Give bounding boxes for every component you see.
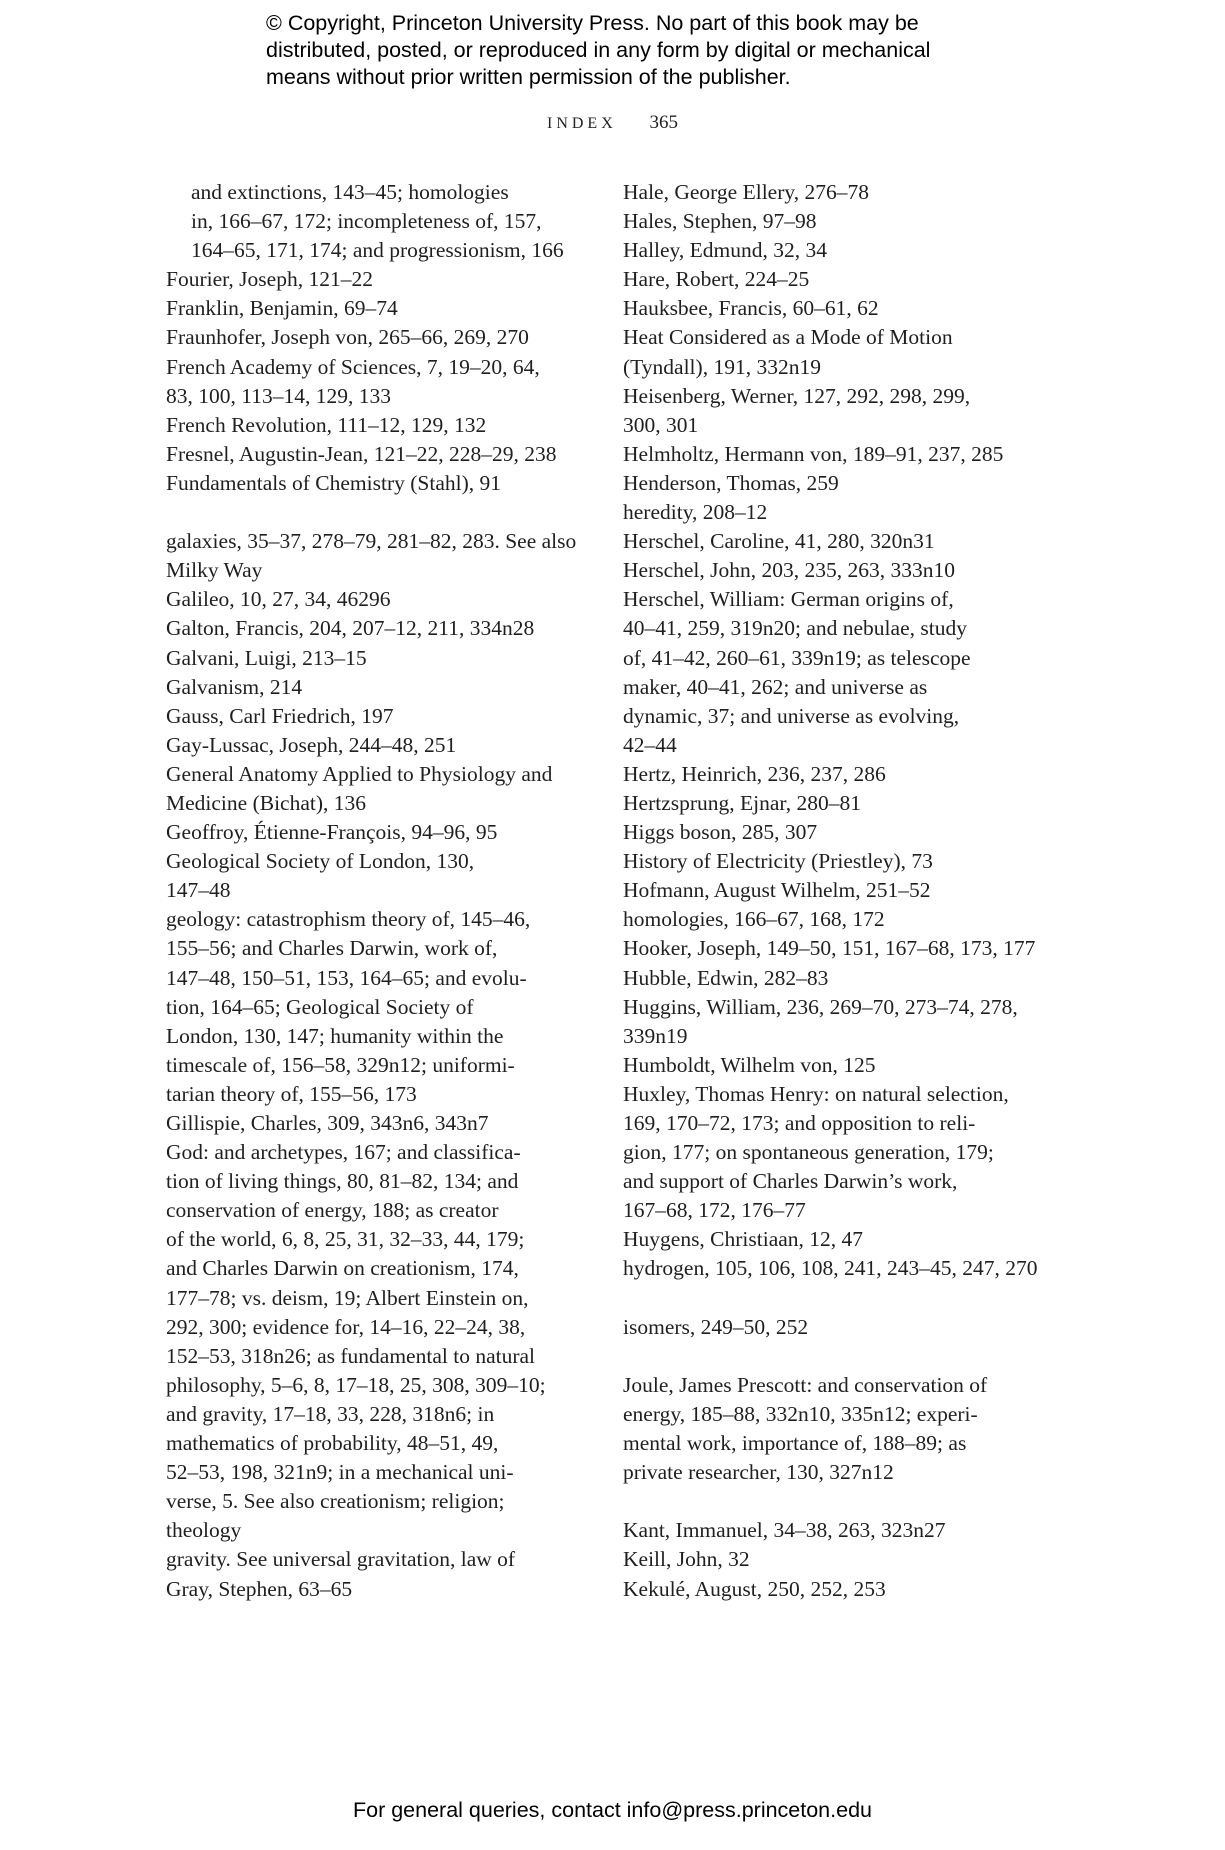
index-entry-line: 169, 170–72, 173; and opposition to reli- [623, 1111, 976, 1135]
index-entry-line: Gay-Lussac, Joseph, 244–48, 251 [166, 732, 457, 757]
index-entry-line: Huygens, Christiaan, 12, 47 [623, 1227, 864, 1252]
index-entry [623, 382, 1043, 440]
index-entry-line: philosophy, 5–6, 8, 17–18, 25, 308, 309–10; [166, 1372, 546, 1397]
index-entry [623, 847, 1043, 876]
index-entry-line: tion of living things, 80, 81–82, 134; and [166, 1169, 519, 1194]
index-entry-line: 52–53, 198, 321n9; in a mechanical uni- [166, 1460, 514, 1485]
index-entry-line: 339n19 [623, 1023, 688, 1048]
index-entry [623, 440, 1043, 469]
index-entry [623, 1225, 1043, 1254]
index-entry [623, 498, 1043, 527]
copyright-line: © Copyright, Princeton University Press. No part of this book may be [266, 11, 919, 35]
letter-group-gap [623, 1342, 1043, 1371]
index-entry-line: Kekulé, August, 250, 252, 253 [623, 1576, 886, 1601]
index-entry-line: mental work, importance of, 188–89; as [623, 1431, 967, 1456]
index-entry [623, 876, 1043, 905]
index-entry [166, 702, 586, 731]
index-entry-line: Herschel, William: German origins of, [623, 587, 954, 612]
index-entry-line: 164–65, 171, 174; and progressionism, 166 [191, 238, 564, 263]
index-entry-line: and Charles Darwin on creationism, 174, [166, 1256, 519, 1281]
index-entry-line: Hertz, Heinrich, 236, 237, 286 [623, 761, 886, 786]
index-entry-line: private researcher, 130, 327n12 [623, 1460, 894, 1485]
index-entry-line: Henderson, Thomas, 259 [623, 470, 839, 495]
index-entry-line: Huggins, William, 236, 269–70, 273–74, 278, [623, 994, 1018, 1019]
page-number: 365 [649, 112, 678, 133]
index-entry [623, 294, 1043, 323]
index-entry-line: theology [166, 1518, 242, 1543]
letter-group-gap [623, 1284, 1043, 1313]
index-entry-line: Joule, James Prescott: and conservation of [623, 1372, 988, 1397]
index-entry [623, 1371, 1043, 1487]
index-entry-line: Fresnel, Augustin-Jean, 121–22, 228–29, 238 [166, 441, 557, 466]
index-entry-line: 300, 301 [623, 412, 699, 437]
index-entry [623, 964, 1043, 993]
index-entry-line: Hales, Stephen, 97–98 [623, 209, 817, 234]
index-entry-line: Fraunhofer, Joseph von, 265–66, 269, 270 [166, 325, 529, 350]
index-column-left [166, 178, 586, 1604]
index-entry-line: (Tyndall), 191, 332n19 [623, 354, 821, 379]
index-entry [166, 294, 586, 323]
index-entry-line: 152–53, 318n26; as fundamental to natural [166, 1343, 536, 1368]
index-entry-line: Gillispie, Charles, 309, 343n6, 343n7 [166, 1111, 489, 1135]
index-entry-line: Hare, Robert, 224–25 [623, 267, 810, 292]
index-entry-line: Hertzsprung, Ejnar, 280–81 [623, 790, 861, 815]
index-column-right [623, 178, 1043, 1604]
copyright-line: distributed, posted, or reproduced in any form by digital or mechanical [266, 38, 931, 62]
index-entry [623, 789, 1043, 818]
index-entry [166, 760, 586, 818]
footer-contact: For general queries, contact info@press.princeton.edu [352, 1798, 872, 1822]
index-entry [166, 411, 586, 440]
index-entry-line: Galileo, 10, 27, 34, 46296 [166, 587, 391, 612]
index-entry-line: energy, 185–88, 332n10, 335n12; experi- [623, 1401, 978, 1426]
index-entry [623, 469, 1043, 498]
index-entry-line: of the world, 6, 8, 25, 31, 32–33, 44, 179; [166, 1227, 525, 1252]
index-entry-line: Geoffroy, Étienne-François, 94–96, 95 [166, 820, 498, 845]
index-entry-line: Fundamentals of Chemistry (Stahl), 91 [166, 470, 502, 495]
index-entry-line: tion, 164–65; Geological Society of [166, 994, 474, 1019]
index-entry-line: Humboldt, Wilhelm von, 125 [623, 1052, 876, 1077]
index-entry-line: heredity, 208–12 [623, 500, 768, 525]
index-entry-line: Franklin, Benjamin, 69–74 [166, 296, 398, 321]
index-entry-line: maker, 40–41, 262; and universe as [623, 674, 928, 699]
index-entry [166, 323, 586, 352]
index-entry [623, 236, 1043, 265]
index-entry [166, 585, 586, 614]
index-entry-line: History of Electricity (Priestley), 73 [623, 849, 933, 874]
index-entry [623, 905, 1043, 934]
index-entry [166, 1138, 586, 1545]
index-entry [623, 178, 1043, 207]
index-entry-line: dynamic, 37; and universe as evolving, [623, 703, 960, 728]
letter-group-gap [623, 1487, 1043, 1516]
index-entry-line: mathematics of probability, 48–51, 49, [166, 1431, 499, 1456]
index-entry-line: Galvanism, 214 [166, 674, 303, 699]
index-entry-line: Herschel, Caroline, 41, 280, 320n31 [623, 529, 935, 554]
index-entry [623, 818, 1043, 847]
index-entry [623, 1575, 1043, 1604]
index-entry [166, 469, 586, 498]
index-entry [623, 1051, 1043, 1080]
index-entry-line: Gray, Stephen, 63–65 [166, 1576, 353, 1601]
index-entry [166, 731, 586, 760]
index-entry-line: of, 41–42, 260–61, 339n19; as telescope [623, 645, 971, 670]
index-entry [623, 585, 1043, 760]
index-entry-line: Keill, John, 32 [623, 1547, 750, 1572]
index-entry [166, 818, 586, 847]
index-entry [623, 323, 1043, 381]
index-entry-line: Huxley, Thomas Henry: on natural selection, [623, 1081, 1009, 1106]
index-entry-line: Gauss, Carl Friedrich, 197 [166, 703, 394, 728]
index-entry [623, 934, 1043, 963]
index-entry-line: 83, 100, 113–14, 129, 133 [166, 383, 391, 408]
index-entry [623, 527, 1043, 556]
index-entry [166, 614, 586, 643]
index-entry-line: Higgs boson, 285, 307 [623, 820, 818, 845]
index-entry-line: gion, 177; on spontaneous generation, 179; [623, 1140, 994, 1165]
index-entry [166, 265, 586, 294]
index-entry-line: Fourier, Joseph, 121–22 [166, 267, 373, 292]
index-entry [623, 556, 1043, 585]
index-entry-line: Hauksbee, Francis, 60–61, 62 [623, 296, 879, 321]
letter-group-gap [166, 498, 586, 527]
index-entry [166, 527, 586, 585]
index-entry-line: verse, 5. See also creationism; religion; [166, 1489, 505, 1514]
index-entry-line: and support of Charles Darwin’s work, [623, 1169, 958, 1194]
index-entry-line: Herschel, John, 203, 235, 263, 333n10 [623, 558, 956, 583]
index-entry [166, 1575, 586, 1604]
copyright-line: means without prior written permission of the publisher. [266, 65, 791, 89]
index-entry-line: God: and archetypes, 167; and classifica- [166, 1140, 521, 1165]
index-entry [623, 1516, 1043, 1545]
index-entry-line: Hubble, Edwin, 282–83 [623, 965, 829, 990]
index-entry [623, 1080, 1043, 1225]
index-entry-line: Hale, George Ellery, 276–78 [623, 180, 869, 204]
index-entry-line: 147–48, 150–51, 153, 164–65; and evolu- [166, 965, 527, 990]
index-entry-line: Milky Way [166, 558, 263, 583]
index-entry-line: tarian theory of, 155–56, 173 [166, 1081, 417, 1106]
index-entry-line: London, 130, 147; humanity within the [166, 1023, 504, 1048]
index-entry-line: 147–48 [166, 878, 231, 903]
index-entry-line: Helmholtz, Hermann von, 189–91, 237, 285 [623, 441, 1004, 466]
index-entry-line: Galvani, Luigi, 213–15 [166, 645, 367, 670]
index-entry-line: hydrogen, 105, 106, 108, 241, 243–45, 247, 270 [623, 1256, 1038, 1281]
index-entry-line: Halley, Edmund, 32, 34 [623, 238, 828, 263]
index-entry [623, 265, 1043, 294]
index-entry [166, 905, 586, 1109]
index-entry-line: Heat Considered as a Mode of Motion [623, 325, 953, 350]
index-entry-line: and extinctions, 143–45; homologies [191, 180, 509, 204]
index-entry-line: 292, 300; evidence for, 14–16, 22–24, 38, [166, 1314, 526, 1339]
index-entry [166, 644, 586, 673]
index-entry-line: conservation of energy, 188; as creator [166, 1198, 499, 1223]
index-entry-line: in, 166–67, 172; incompleteness of, 157, [191, 209, 542, 234]
index-entry-line: gravity. See universal gravitation, law of [166, 1547, 516, 1572]
index-entry-line: General Anatomy Applied to Physiology and [166, 761, 553, 786]
index-entry-line: French Revolution, 111–12, 129, 132 [166, 412, 487, 437]
index-entry-line: 42–44 [623, 732, 677, 757]
index-entry-line: geology: catastrophism theory of, 145–46, [166, 907, 531, 932]
index-entry-continued [166, 178, 586, 265]
index-entry [623, 1254, 1043, 1283]
index-entry-line: 177–78; vs. deism, 19; Albert Einstein on, [166, 1285, 529, 1310]
running-head-label: INDEX [546, 115, 617, 132]
index-entry [166, 1545, 586, 1574]
index-entry [623, 760, 1043, 789]
index-entry-line: isomers, 249–50, 252 [623, 1314, 809, 1339]
index-entry-line: French Academy of Sciences, 7, 19–20, 64, [166, 354, 540, 379]
index-entry-line: homologies, 166–67, 168, 172 [623, 907, 885, 932]
index-entry-line: 40–41, 259, 319n20; and nebulae, study [623, 616, 967, 641]
index-entry-line: Heisenberg, Werner, 127, 292, 298, 299, [623, 383, 971, 408]
index-entry [166, 353, 586, 411]
copyright-notice [266, 10, 1026, 91]
index-entry-line: 167–68, 172, 176–77 [623, 1198, 806, 1223]
index-entry-line: timescale of, 156–58, 329n12; uniformi- [166, 1052, 515, 1077]
index-entry [623, 1313, 1043, 1342]
index-entry-line: Kant, Immanuel, 34–38, 263, 323n27 [623, 1518, 946, 1543]
index-entry-line: 155–56; and Charles Darwin, work of, [166, 936, 498, 961]
index-entry [166, 673, 586, 702]
index-entry-line: Hooker, Joseph, 149–50, 151, 167–68, 173, 177 [623, 936, 1036, 961]
index-entry-line: and gravity, 17–18, 33, 228, 318n6; in [166, 1401, 495, 1426]
index-entry [166, 847, 586, 905]
index-entry [623, 993, 1043, 1051]
index-entry [623, 1545, 1043, 1574]
running-head [0, 112, 1225, 134]
index-entry [166, 440, 586, 469]
index-entry-line: Medicine (Bichat), 136 [166, 790, 367, 815]
index-entry-line: Galton, Francis, 204, 207–12, 211, 334n28 [166, 616, 535, 641]
index-entry [623, 207, 1043, 236]
index-entry-line: Hofmann, August Wilhelm, 251–52 [623, 878, 931, 903]
index-entry [166, 1109, 586, 1138]
index-entry-line: galaxies, 35–37, 278–79, 281–82, 283. See also [166, 529, 577, 554]
index-entry-line: Geological Society of London, 130, [166, 849, 475, 874]
